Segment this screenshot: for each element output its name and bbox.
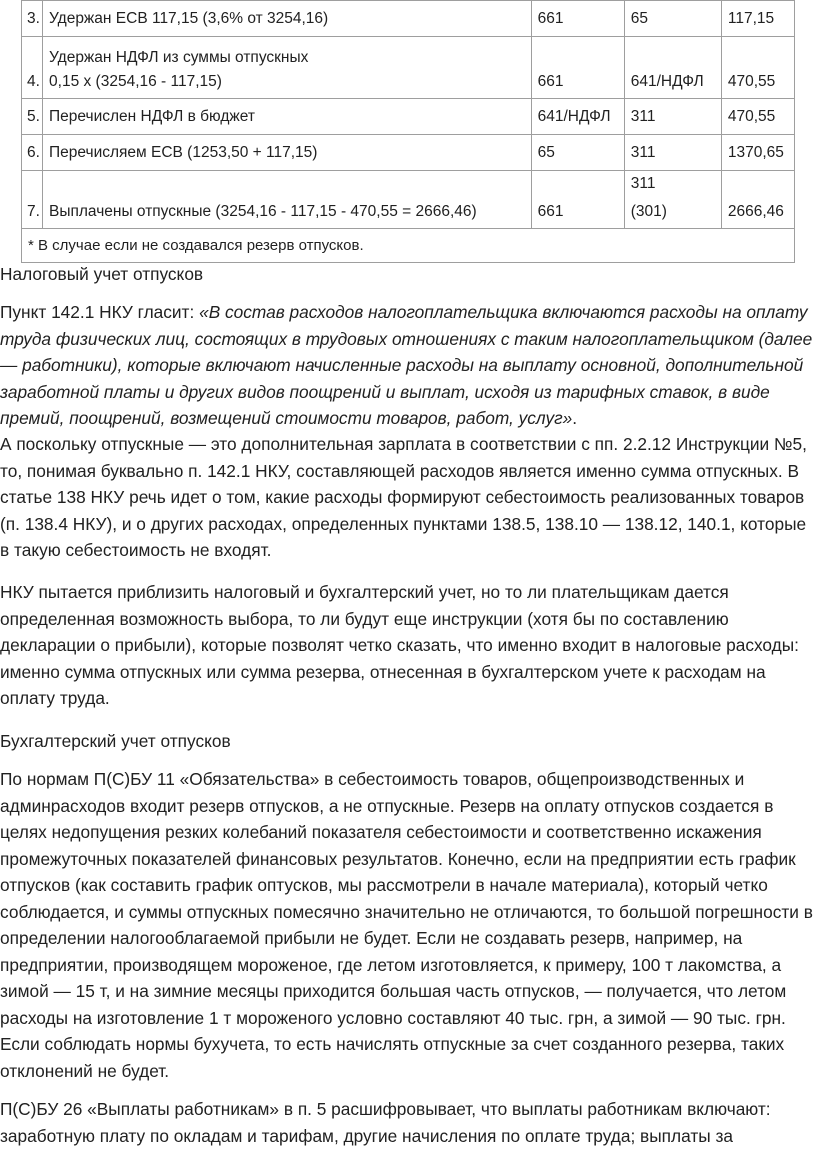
row-debit-account: 661 — [531, 1, 624, 37]
row-number: 4. — [22, 37, 43, 99]
paragraph-psbu-11 — [0, 766, 813, 1084]
table-row — [22, 171, 795, 229]
paragraph-line: определенная возможность выбора, то ли будут еще инструкции (хотя бы по составлению — [0, 608, 729, 629]
paragraph-line: зимой — 15 т, и на зимние месяцы приходится большая часть отпусков, — получается, что летом — [0, 981, 787, 1001]
accounting-entries-table — [21, 0, 795, 263]
row-debit-account: 661 — [531, 37, 624, 99]
paragraph-line: именно сумма отпускных или сумма резерва, отнесенная в бухгалтерском учете к расходам на — [0, 661, 766, 682]
table-row — [22, 135, 795, 171]
section-heading-accounting: Бухгалтерский учет отпусков — [0, 731, 231, 751]
row-description: Перечислен НДФЛ в бюджет — [43, 99, 532, 135]
paragraph-line: статье 138 НКУ речь идет о том, какие расходы формируют себестоимость реализованных товаров — [0, 487, 805, 507]
paragraph-line: то, понимая буквально п. 142.1 НКУ, составляющей расходов является именно сумма отпускных. В — [0, 460, 799, 481]
row-amount: 2666,46 — [721, 171, 794, 229]
paragraph-line: декларации о прибыли), которые позволят четко сказать, что именно входит в налоговые расходы: — [0, 635, 799, 655]
paragraph-142-quote — [0, 299, 813, 432]
paragraph-nku-approach — [0, 579, 800, 712]
table-row — [22, 99, 795, 135]
paragraph-line: расходы на изготовление 1 т мороженого условно составляют 40 тыс. грн, а зимой — 90 тыс. грн. — [0, 1007, 786, 1028]
paragraph-line: Пункт 142.1 НКУ гласит: «В состав расходов налогоплательщика включаются расходы на оплату — [0, 302, 808, 322]
row-credit-account: 641/НДФЛ — [624, 37, 721, 99]
row-description: Перечисляем ЕСВ (1253,50 + 117,15) — [43, 135, 532, 171]
paragraph-line: целях недопущения резких колебаний показателя себестоимости и соответственно искажения — [0, 822, 762, 842]
row-credit-account: 65 — [624, 1, 721, 37]
paragraph-line: промежуточных показателей финансовых результатов. Конечно, если на предприятии есть график — [0, 848, 796, 869]
paragraph-line: НКУ пытается приблизить налоговый и бухгалтерский учет, но то ли плательщикам дается — [0, 582, 729, 602]
paragraph-line: премий, поощрений, возмещений стоимости товаров, работ, услуг». — [0, 408, 578, 428]
row-credit-account: 311 (301) — [624, 171, 721, 229]
row-description: Выплачены отпускные (3254,16 - 117,15 - 470,55 = 2666,46) — [43, 171, 532, 229]
paragraph-line: Если соблюдать нормы бухучета, то есть начислять отпускные за счет созданного резерва, таких — [0, 1034, 785, 1054]
table-row — [22, 1, 795, 37]
row-amount: 1370,65 — [721, 135, 794, 171]
paragraph-psbu-26 — [0, 1096, 800, 1149]
row-amount: 117,15 — [721, 1, 794, 37]
row-debit-account: 661 — [531, 171, 624, 229]
paragraph-line: А поскольку отпускные — это дополнительная зарплата в соответствии с пп. 2.2.12 Инструкции №5, — [0, 434, 807, 454]
paragraph-line: соблюдается, и суммы отпускных помесячно значительно не отличаются, то большой погрешности в — [0, 901, 813, 922]
row-debit-account: 641/НДФЛ — [531, 99, 624, 135]
paragraph-line: определении налогооблагаемой прибыли не будет. Если не создавать резерв, например, на — [0, 928, 743, 948]
paragraph-line: отклонений не будет. — [0, 1060, 170, 1081]
paragraph-line: в такую себестоимость не входят. — [0, 540, 272, 560]
paragraph-line: — работники), которые включают начисленные расходы на выплату основной, дополнительной — [0, 355, 804, 375]
paragraph-line: П(С)БУ 26 «Выплаты работникам» в п. 5 расшифровывает, что выплаты работникам включают: — [0, 1099, 771, 1119]
table-footnote: * В случае если не создавался резерв отпусков. — [22, 229, 795, 263]
row-number: 7. — [22, 171, 43, 229]
table-footnote-row — [22, 229, 795, 263]
paragraph-line: админрасходов входит резерв отпусков, а не отпускные. Резерв на оплату отпусков создается в — [0, 795, 774, 816]
paragraph-line: предприятии, производящем мороженое, где летом изготовляется, к примеру, 100 т лакомства, а — [0, 954, 782, 975]
row-number: 6. — [22, 135, 43, 171]
row-credit-account: 311 — [624, 135, 721, 171]
row-amount: 470,55 — [721, 37, 794, 99]
row-credit-account: 311 — [624, 99, 721, 135]
row-number: 5. — [22, 99, 43, 135]
row-amount: 470,55 — [721, 99, 794, 135]
row-number: 3. — [22, 1, 43, 37]
row-description: Удержан ЕСВ 117,15 (3,6% от 3254,16) — [43, 1, 532, 37]
row-debit-account: 65 — [531, 135, 624, 171]
section-heading-tax: Налоговый учет отпусков — [0, 264, 204, 284]
row-description: Удержан НДФЛ из суммы отпускных 0,15 х (3254,16 - 117,15) — [43, 37, 532, 99]
paragraph-line: отпусков (как составить график оптусков, мы рассмотрели в начале материала), который четко — [0, 875, 768, 895]
paragraph-line: (п. 138.4 НКУ), и о других расходах, определенных пунктами 138.5, 138.10 — 138.12, 140.1, которые — [0, 513, 807, 534]
paragraph-line: заработную плату по окладам и тарифам, другие начисления по оплате труда; выплаты за — [0, 1125, 734, 1146]
paragraph-line: заработной платы и других видов поощрений и выплат, исходя из тарифных ставок, в виде — [0, 381, 770, 402]
paragraph-line: труда физических лиц, состоящих в трудовых отношениях с таким налогоплательщиком (далее — [0, 328, 813, 349]
paragraph-vacation-pay — [0, 431, 807, 564]
paragraph-line: По нормам П(С)БУ 11 «Обязательства» в себестоимость товаров, общепроизводственных и — [0, 769, 745, 789]
paragraph-line: оплату труда. — [0, 688, 110, 708]
table-row — [22, 37, 795, 99]
